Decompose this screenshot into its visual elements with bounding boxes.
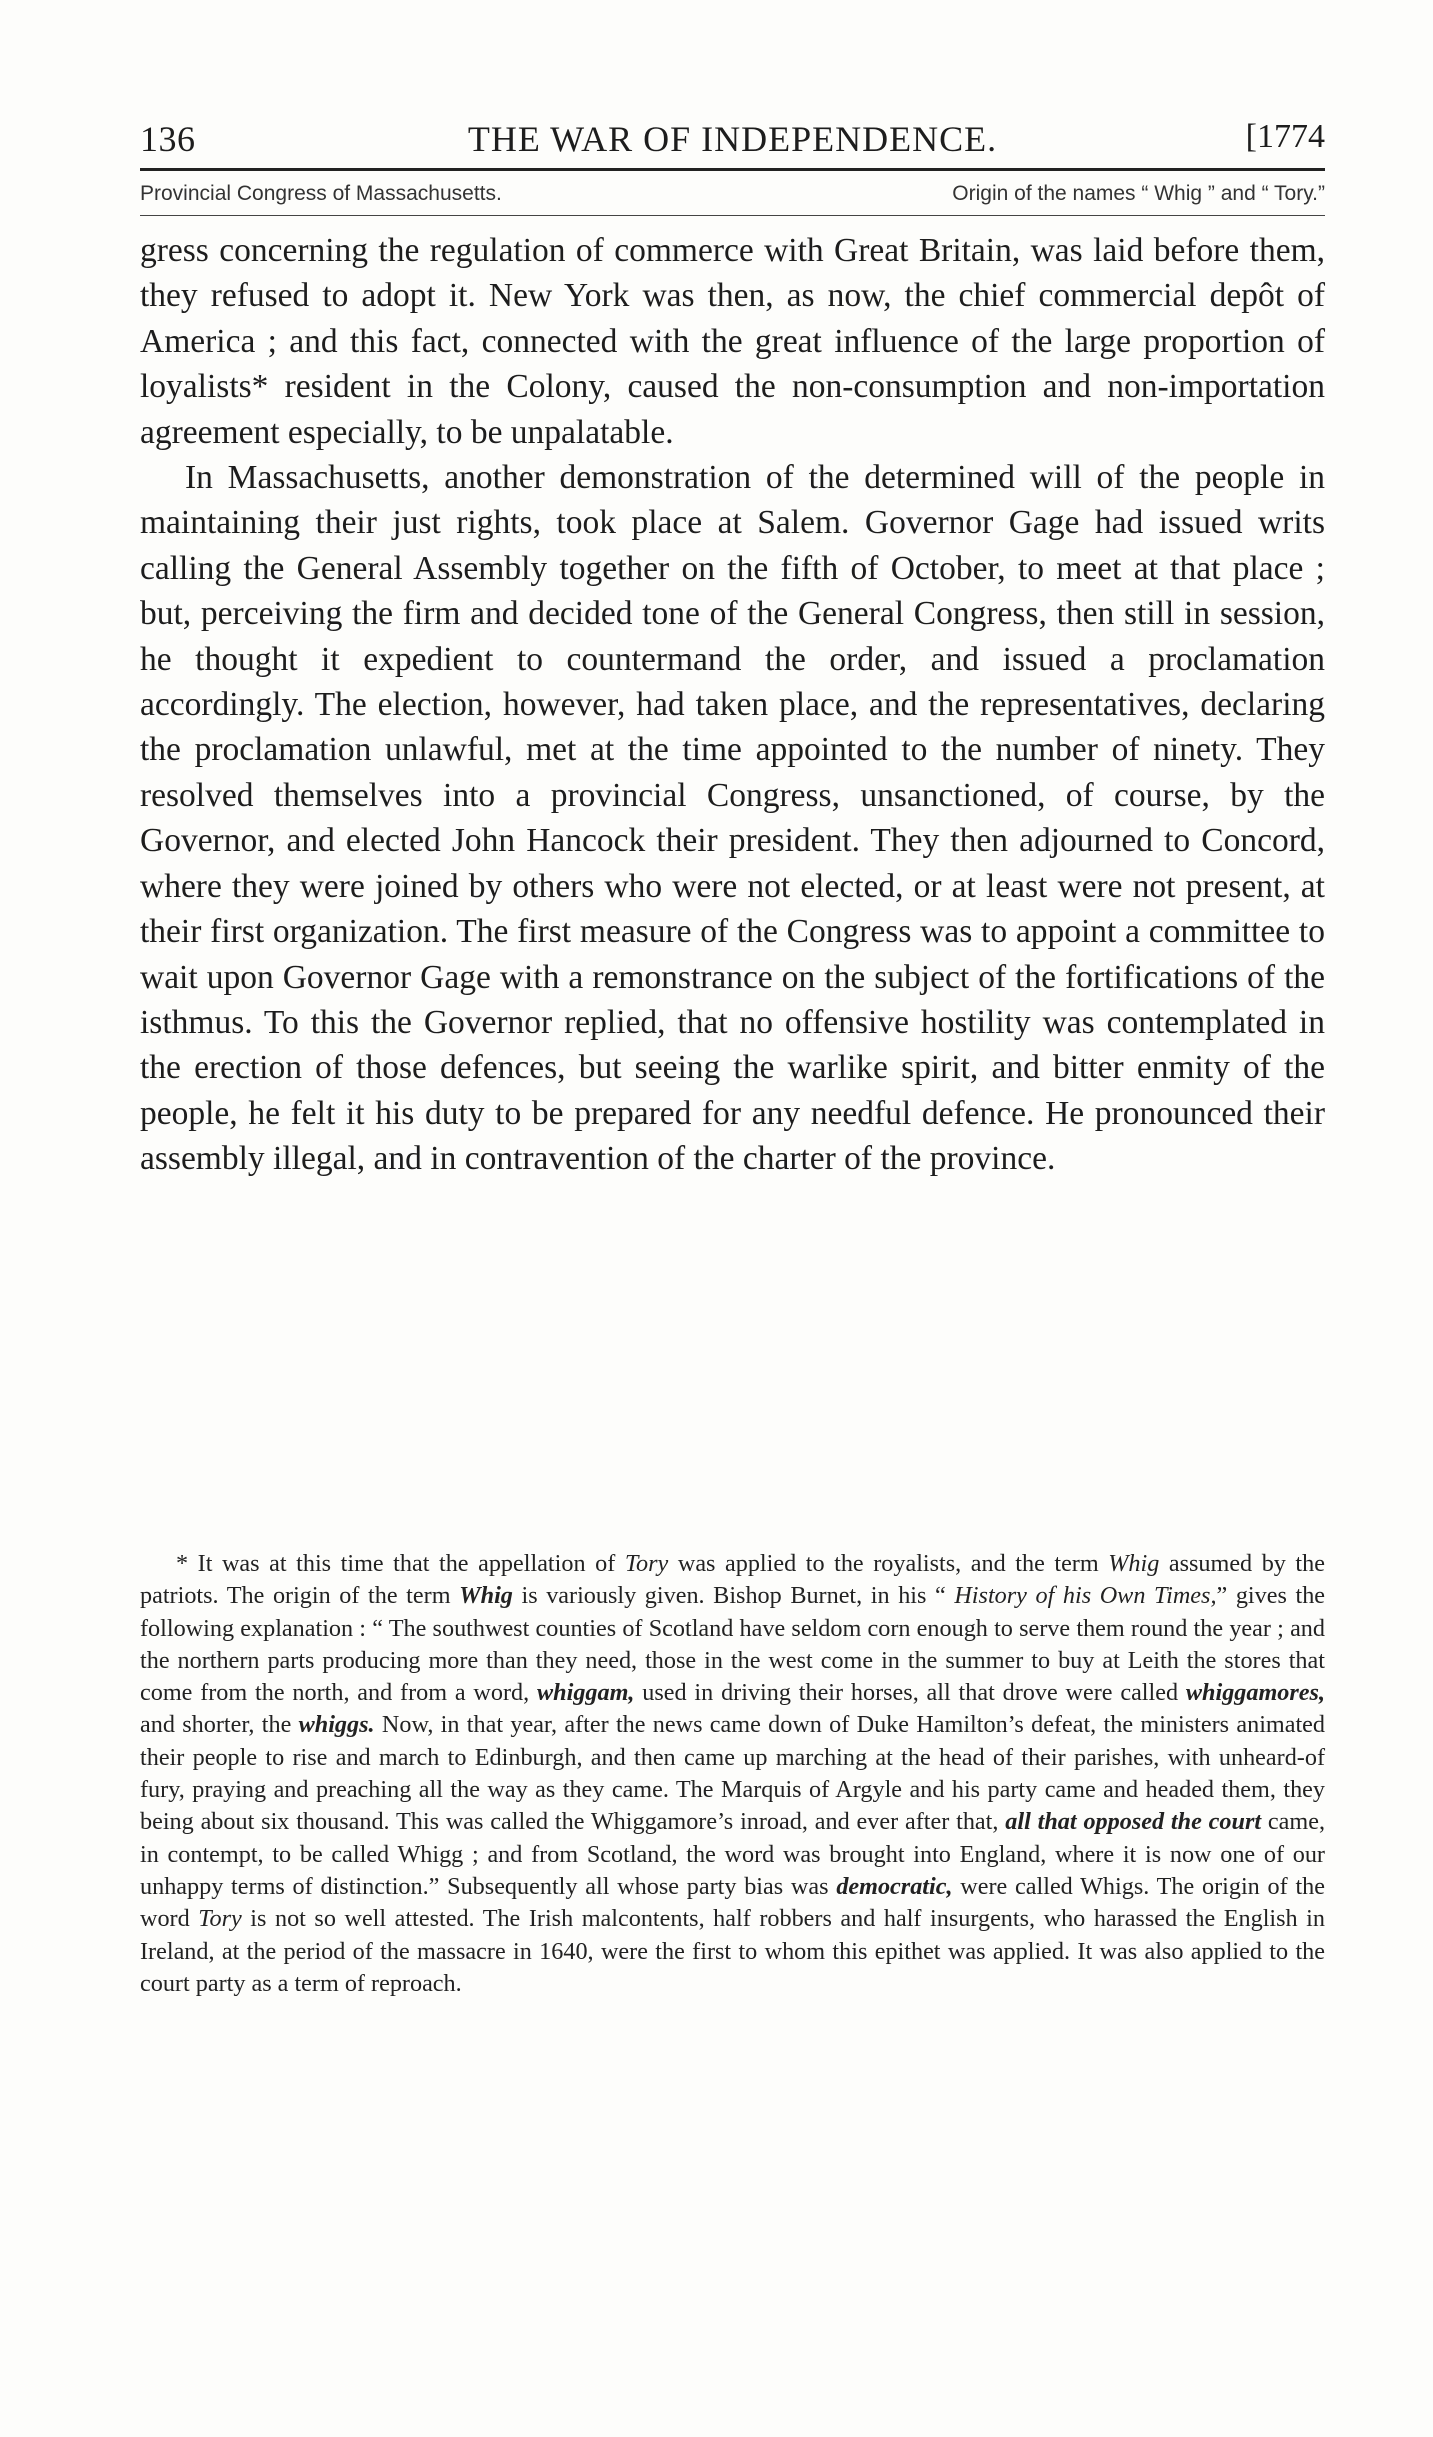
footnote-term-whig: Whig (459, 1582, 513, 1610)
footnote-text: was applied to the royalists, and the term (668, 1550, 1109, 1577)
footnote-emphasis: all that opposed the court (1005, 1808, 1262, 1836)
running-head: THE WAR OF INDEPENDENCE. (467, 119, 998, 159)
page-number: 136 (140, 119, 196, 159)
footnote-term-tory: Tory (198, 1905, 242, 1933)
footnote-text: came, in contempt, to be called Whigg ; and from Scotland, the word was brought into England, where it is now one of our unhappy terms of distinction.” Subsequently all whose party bias was (140, 1808, 1326, 1900)
footnote-text: is variously given. Bishop Burnet, in his “ (512, 1582, 955, 1610)
footnote-text: used in driving their horses, all that drove were called (634, 1679, 1186, 1707)
footnote (140, 1548, 1325, 2000)
sidenote-rule (140, 215, 1325, 216)
footnote-term-whig: Whig (1108, 1550, 1160, 1577)
sidenote-left: Provincial Congress of Massachusetts. (140, 182, 502, 205)
footnote-text: * It was at this time that the appellation of (176, 1550, 625, 1577)
header-rule (140, 168, 1325, 171)
footnote-text: were called Whigs. The origin of the word (140, 1872, 1325, 1933)
paragraph-2: In Massachusetts, another demonstration of the determined will of the people in maintaining their just rights, took place at Salem. Governor Gage had issued writs calling the General Assembly together on the fifth of October, to meet at that place ; but, perceiving the firm and decided tone of the General Congress, then still in session, he thought it expedient to countermand the order, and issued a proclamation accordingly. The election, however, had taken place, and the representatives, declaring the proclamation unlawful, met at the time appointed to the number of ninety. They resolved themselves into a provincial Congress, unsanctioned, of course, by the Governor, and elected John Hancock their president. They then adjourned to Concord, where they were joined by others who were not elected, or at least were not present, at their first organization. The first measure of the Congress was to appoint a committee to wait upon Governor Gage with a remonstrance on the subject of the fortifications of the isthmus. To this the Governor replied, that no offensive hostility was contemplated in the erection of those defences, but seeing the warlike spirit, and bitter enmity of the people, he felt it his duty to be prepared for any needful defence. He pronounced their assembly illegal, and in contravention of the charter of the province. (140, 459, 1325, 1178)
main-text (140, 228, 1325, 1182)
footnote-text: and shorter, the (140, 1711, 299, 1739)
footnote-term-whiggamores: whiggamores, (1185, 1679, 1325, 1707)
footnote-term-tory: Tory (624, 1550, 669, 1577)
footnote-term-democratic: democratic, (836, 1872, 953, 1900)
footnote-text: assumed by the patriots. The origin of the term (140, 1550, 1325, 1610)
footnote-text: Now, in that year, after the news came down of Duke Hamilton’s defeat, the ministers animated their people to rise and march to Edinburgh, and then came up marching at the head of their parishes, with unheard-of fury, praying and preaching all the way as they came. The Marquis of Argyle and his party came and headed them, they being about six thousand. This was called the Whiggamore’s inroad, and ever after that, (140, 1711, 1326, 1836)
footnote-term-whiggs: whiggs. (298, 1711, 375, 1739)
footnote-text: ” gives the following explanation : “ The southwest counties of Scotland have seldom corn enough to serve them round the year ; and the northern parts producing more than they need, those in the west come in the summer to buy at Leith the stores that come from the north, and from a word, (140, 1582, 1326, 1707)
page-header (140, 118, 1325, 168)
footnote-text: is not so well attested. The Irish malcontents, half robbers and half insurgents, who harassed the English in Ireland, at the period of the massacre in 1640, were the first to whom this epithet was applied. It was also applied to the court party as a term of reproach. (140, 1905, 1325, 1997)
footnote-book-title: History of his Own Times, (954, 1582, 1217, 1610)
sidenote-right: Origin of the names “ Whig ” and “ Tory.” (952, 182, 1325, 205)
paragraph-1: gress concerning the regulation of commerce with Great Britain, was laid before them, they refused to adopt it. New York was then, as now, the chief commercial depôt of America ; and this fact, connected with the great influence of the large proportion of loyalists* resident in the Colony, caused the non-consumption and non-importation agreement especially, to be unpalatable. (140, 232, 1325, 451)
year-marker: [1774 (1245, 118, 1325, 155)
marginal-headings (140, 182, 1325, 212)
footnote-term-whiggam: whiggam, (537, 1679, 635, 1707)
